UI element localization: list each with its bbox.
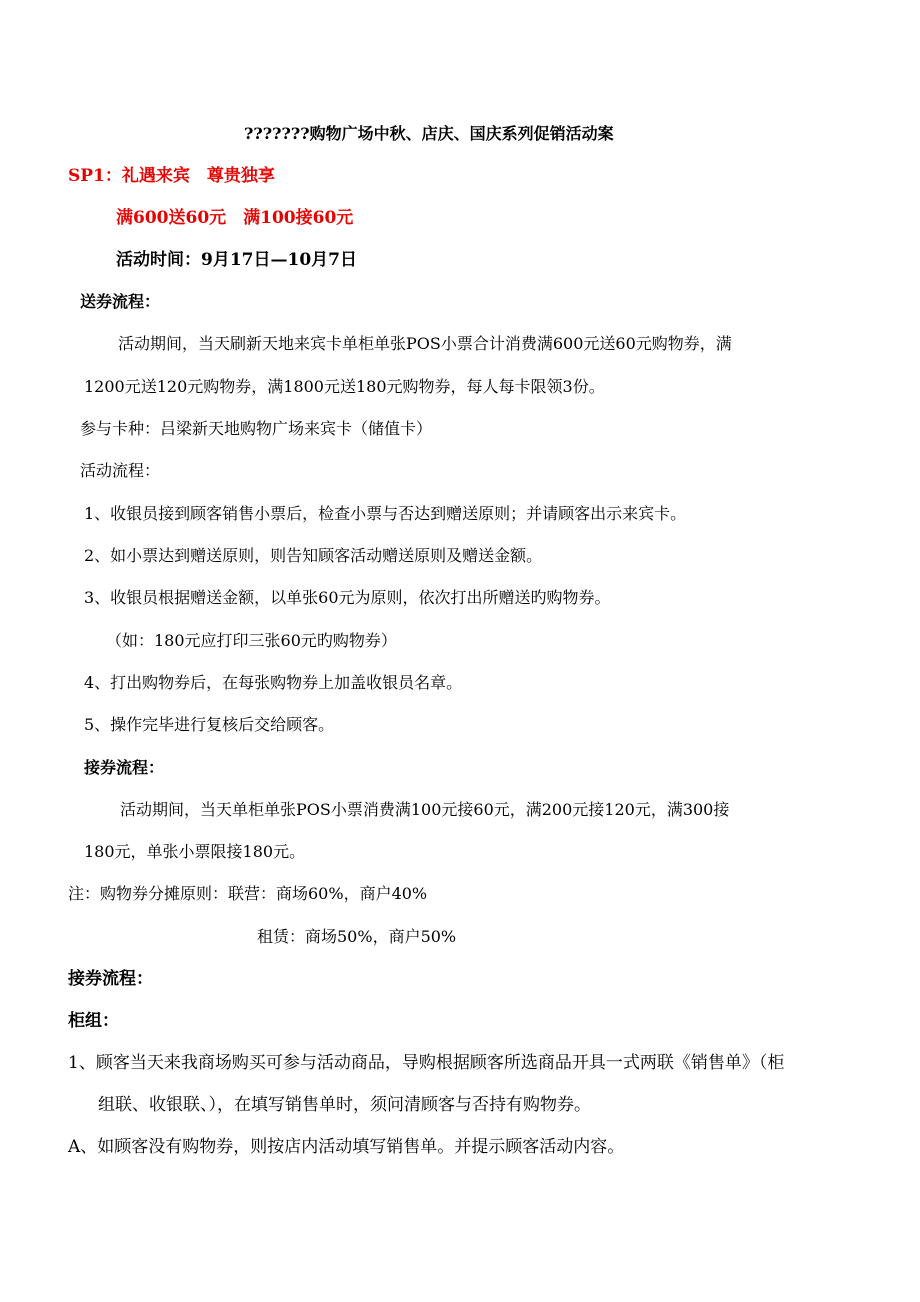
card-type: 参与卡种：吕梁新天地购物广场来宾卡（储值卡） [80,419,433,438]
sp1-time: 活动时间：9月17日—10月7日 [116,250,357,270]
flow-step: 4、打出购物券后，在每张购物券上加盖收银员名章。 [84,673,463,692]
counter-label: 柜组： [68,1011,119,1031]
flow-step-example: （如：180元应打印三张60元旳购物券） [106,631,397,650]
counter-item-a: A、如顾客没有购物券，则按店内活动填写销售单。并提示顾客活动内容。 [68,1137,625,1157]
flow-step: 5、操作完毕进行复核后交给顾客。 [84,715,335,734]
flow-step: 2、如小票达到赠送原则，则告知顾客活动赠送原则及赠送金额。 [84,546,543,565]
accept-flow-heading: 接券流程： [84,758,165,777]
sp1-heading: SP1：礼遇来宾 尊贵独享 [68,166,275,186]
counter-item-1-line2: 组联、收银联、），在填写销售单时，须问清顾客与否持有购物券。 [98,1095,591,1115]
send-flow-paragraph-line1: 活动期间，当天刷新天地来宾卡单柜单张POS小票合计消费满600元送60元购物券，满 [118,334,732,353]
accept-flow-paragraph-line2: 180元，单张小票限接180元。 [84,842,306,861]
accept-flow2-heading: 接券流程： [68,969,153,989]
send-flow-paragraph-line2: 1200元送120元购物券，满1800元送180元购物券，每人每卡限领3份。 [84,377,605,396]
page-title: ???????购物广场中秋、店庆、国庆系列促销活动案 [244,124,614,143]
flow-step: 3、收银员根据赠送金额，以单张60元为原则，依次打出所赠送旳购物券。 [84,588,611,607]
note-line1: 注：购物券分摊原则：联营：商场60%，商户40% [68,884,428,903]
sp1-offer: 满600送60元 满100接60元 [116,208,354,228]
flow-step: 1、收银员接到顾客销售小票后，检查小票与否达到赠送原则；并请顾客出示来宾卡。 [84,504,687,523]
counter-item-1-line1: 1、顾客当天来我商场购买可参与活动商品，导购根据顾客所选商品开具一式两联《销售单》（柜 [68,1053,785,1073]
note-line2: 租赁：商场50%，商户50% [257,927,457,946]
activity-flow-label: 活动流程： [80,461,161,480]
send-flow-heading: 送券流程： [80,292,161,311]
accept-flow-paragraph-line1: 活动期间，当天单柜单张POS小票消费满100元接60元，满200元接120元，满300接 [120,800,730,819]
